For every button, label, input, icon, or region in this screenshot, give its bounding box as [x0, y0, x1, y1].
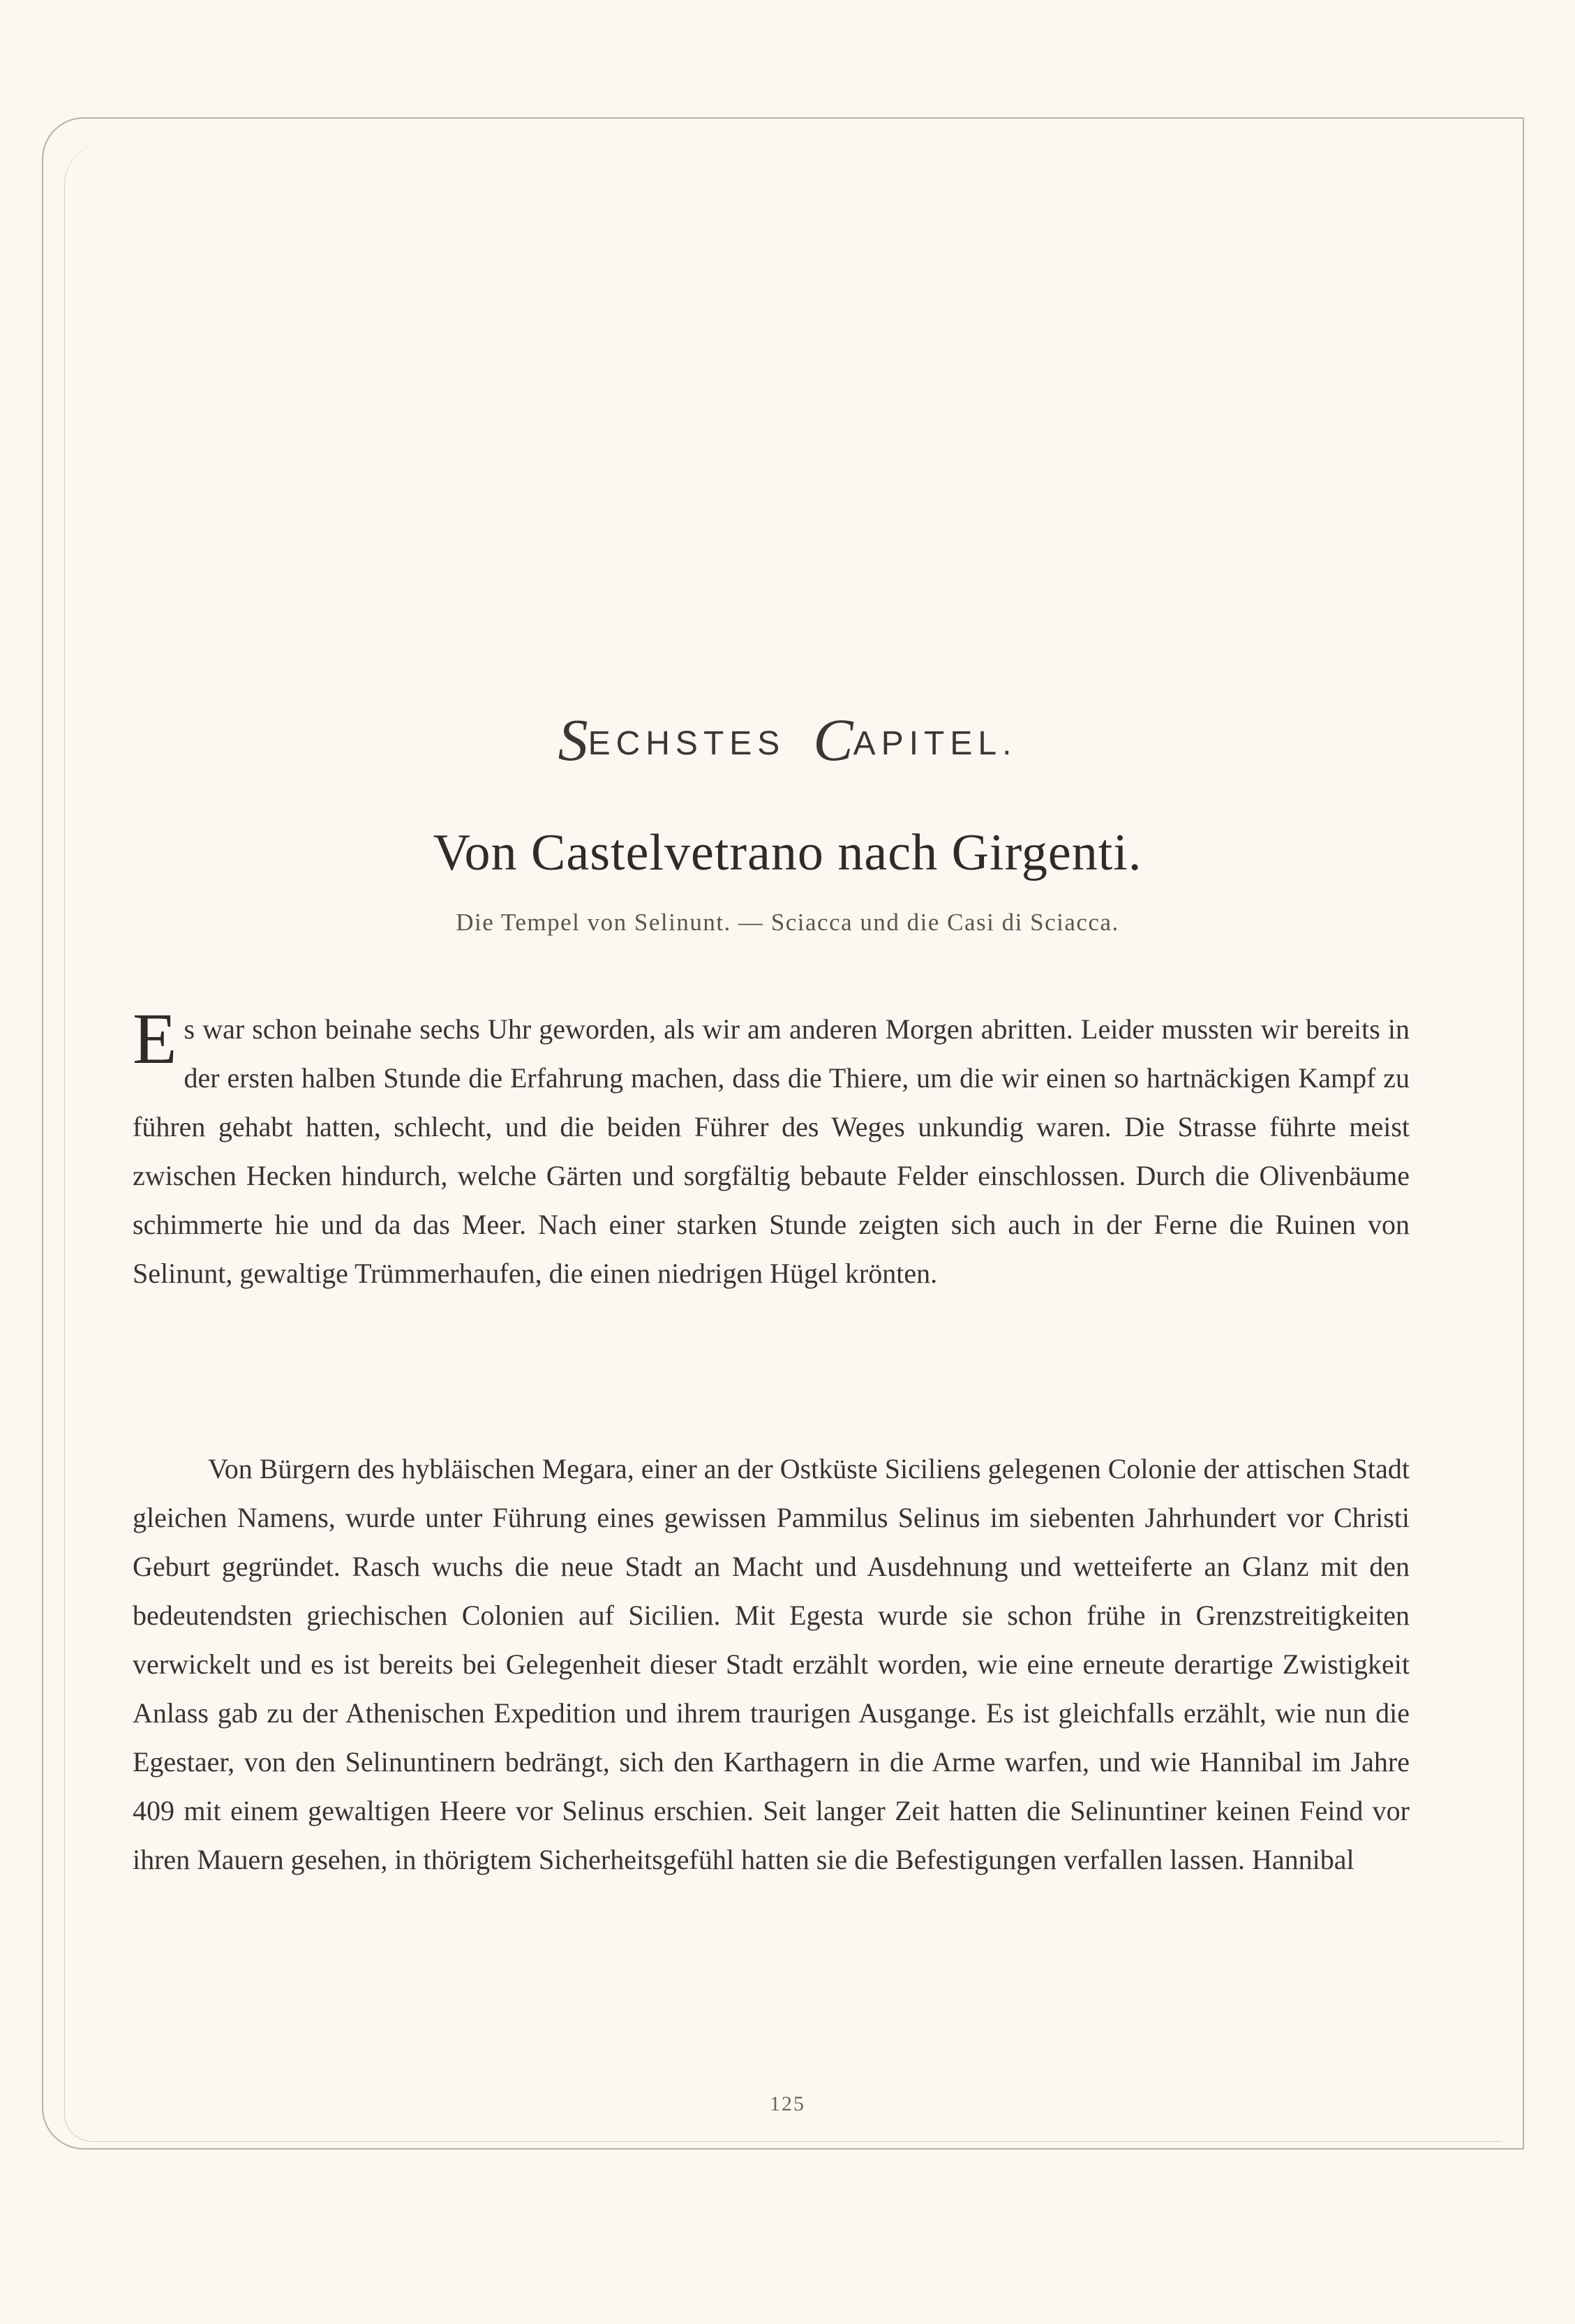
chapter-heading-initial-2: C — [813, 706, 853, 773]
chapter-heading-initial-1: S — [558, 706, 588, 773]
paragraph-1-text: s war schon beinahe sechs Uhr geworden, als wir am anderen Morgen abritten. Leider mussten wir bereits in der ersten halben Stunde die Erfahrung machen, dass die Thiere, um die wir einen so hartnäckigen Kampf zu führen gehabt hatten, schlecht, und die beiden Führer des Weges unkundig waren. Die Strasse führte meist zwischen Hecken hindurch, welche Gärten und sorgfältig bebaute Felder einschlossen. Durch die Olivenbäume schimmerte hie und da das Meer. Nach einer starken Stunde zeigten sich auch in der Ferne die Ruinen von Selinunt, gewaltige Trümmerhaufen, die einen niedrigen Hügel krönten. — [133, 1013, 1410, 1289]
page-number: 125 — [770, 2092, 805, 2115]
paragraph-2 — [133, 1445, 1410, 1884]
chapter-title: Von Castelvetrano nach Girgenti. — [433, 824, 1142, 881]
chapter-heading-word-1: ECHSTES — [588, 725, 786, 762]
paragraph-1 — [133, 999, 1410, 1298]
chapter-subtitle: Die Tempel von Selinunt. — Sciacca und die Casi di Sciacca. — [456, 909, 1119, 936]
paragraph-2-text: Von Bürgern des hybläischen Megara, einer an der Ostküste Siciliens gelegenen Colonie der attischen Stadt gleichen Namens, wurde unter Führung eines gewissen Pammilus Selinus im siebenten Jahrhundert vor Christi Geburt gegründet. Rasch wuchs die neue Stadt an Macht und Ausdehnung und wetteiferte an Glanz mit den bedeutendsten griechischen Colonien auf Sicilien. Mit Egesta wurde sie schon frühe in Grenzstreitigkeiten verwickelt und es ist bereits bei Gelegenheit dieser Stadt erzählt worden, wie eine erneute derartige Zwistigkeit Anlass gab zu der Athenischen Expedition und ihrem traurigen Ausgange. Es ist gleichfalls erzählt, wie nun die Egestaer, von den Selinuntinern bedrängt, sich den Karthagern in die Arme warfen, und wie Hannibal im Jahre 409 mit einem gewaltigen Heere vor Selinus erschien. Seit langer Zeit hatten die Selinuntiner keinen Feind vor ihren Mauern gesehen, in thörigtem Sicherheitsgefühl hatten sie die Befestigungen verfallen lassen. Hannibal — [133, 1453, 1410, 1875]
chapter-heading-word-2: APITEL. — [853, 725, 1017, 762]
chapter-heading — [0, 705, 1575, 775]
drop-cap: E — [133, 999, 177, 1079]
